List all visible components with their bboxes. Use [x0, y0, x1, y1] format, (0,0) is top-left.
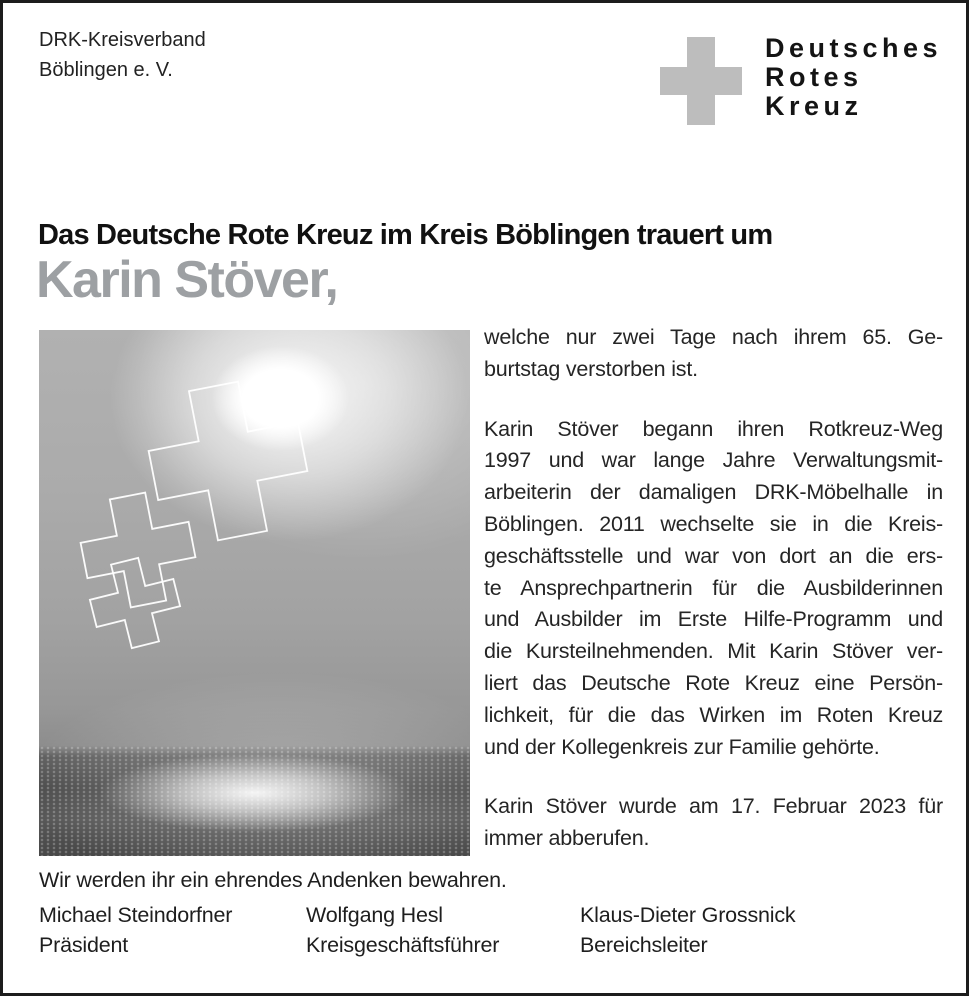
mourning-headline: Das Deutsche Rote Kreuz im Kreis Böblingen trauert um	[38, 219, 773, 251]
signature-name: Klaus-Dieter Grossnick	[580, 903, 796, 927]
body-line: liert das Deutsche Rote Kreuz eine Persön-	[484, 670, 943, 695]
body-line: immer abberufen.	[484, 826, 650, 851]
body-line: Karin Stöver wurde am 17. Februar 2023 für	[484, 794, 943, 819]
paragraph-1	[484, 322, 943, 386]
body-line: lichkeit, für die das Wirken im Roten Kreuz	[484, 702, 943, 727]
signature-name: Wolfgang Hesl	[306, 903, 443, 927]
body-line: burtstag verstorben ist.	[484, 356, 698, 381]
body-line: arbeiterin der damaligen DRK-Möbelhalle in	[484, 480, 943, 505]
drk-cross-icon	[660, 37, 742, 125]
body-line: te Ansprechpartnerin für die Ausbilderinnen	[484, 575, 943, 600]
signature-title: Kreisgeschäftsführer	[306, 933, 500, 957]
org-address	[39, 25, 206, 85]
body-line: 1997 und war lange Jahre Verwaltungsmit-	[484, 448, 943, 473]
body-line: und der Kollegenkreis zur Familie gehörte.	[484, 734, 880, 759]
org-line-1: DRK-Kreisverband	[39, 29, 206, 51]
signature-name: Michael Steindorfner	[39, 903, 233, 927]
body-line: Karin Stöver begann ihren Rotkreuz-Weg	[484, 416, 943, 441]
body-line: welche nur zwei Tage nach ihrem 65. Ge-	[484, 325, 943, 349]
logo-word-1: Deutsches	[765, 33, 943, 63]
signature-title: Präsident	[39, 933, 129, 957]
cross-large	[139, 372, 317, 550]
signature-block	[580, 900, 795, 960]
logo-word-3: Kreuz	[765, 91, 863, 121]
deceased-name: Karin Stöver,	[36, 251, 338, 309]
signature-block	[306, 900, 499, 960]
paragraph-3	[484, 791, 943, 855]
obituary-body-text	[484, 322, 943, 855]
cross-small	[83, 551, 187, 655]
cross-medium	[74, 486, 203, 615]
closing-sentence: Wir werden ihr ein ehrendes Andenken bewahren.	[39, 868, 507, 892]
org-line-2: Böblingen e. V.	[39, 59, 173, 81]
signature-block	[39, 900, 232, 960]
body-line: Böblingen. 2011 wechselte sie in die Kreis-	[484, 511, 943, 536]
memorial-photo	[39, 330, 470, 856]
paragraph-2	[484, 414, 943, 764]
body-line: die Kursteilnehmenden. Mit Karin Stöver ver-	[484, 639, 943, 664]
logo-word-2: Rotes	[765, 62, 863, 92]
drk-logo-wordmark	[765, 34, 942, 121]
signature-title: Bereichsleiter	[580, 933, 708, 957]
body-line: geschäftsstelle und war von dort an die ers-	[484, 543, 943, 568]
body-line: und Ausbilder im Erste Hilfe-Programm und	[484, 607, 943, 632]
outlined-crosses-icon	[39, 330, 470, 856]
